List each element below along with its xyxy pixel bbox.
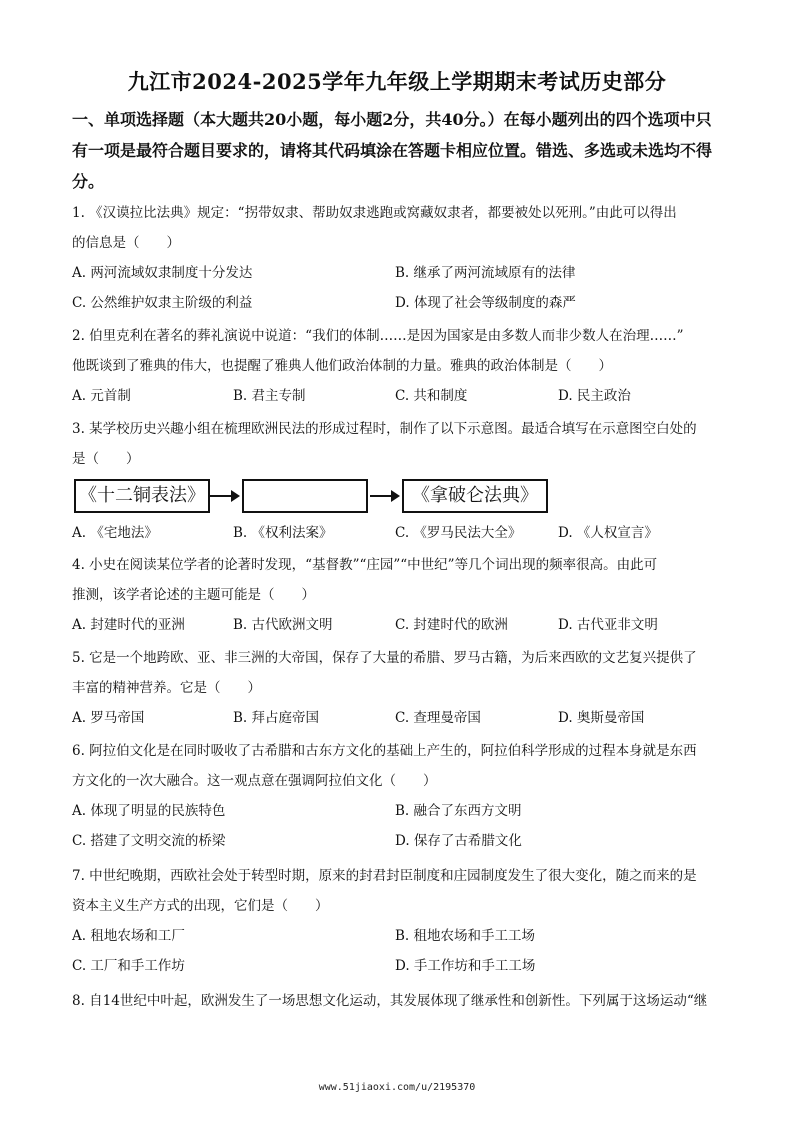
option-c[interactable]: C. 查理曼帝国: [395, 710, 481, 726]
question-4: [72, 550, 732, 640]
question-text: 4. 小史在阅读某位学者的论著时发现，“基督教”“庄园”“中世纪”等几个词出现的频率很高。由此可: [72, 557, 658, 573]
question-5: [72, 643, 732, 733]
option-d[interactable]: D. 古代亚非文明: [558, 617, 658, 633]
question-text: 7. 中世纪晚期，西欧社会处于转型时期，原来的封君封臣制度和庄园制度发生了很大变化，随之而来的是: [72, 868, 697, 884]
question-text: 1. 《汉谟拉比法典》规定：“拐带奴隶、帮助奴隶逃跑或窝藏奴隶者，都要被处以死刑。”由此可以得出: [72, 205, 677, 221]
section-line: 一、单项选择题（本大题共20小题，每小题2分，共40分。）在每小题列出的四个选项中只: [72, 110, 712, 129]
option-d[interactable]: D. 民主政治: [558, 388, 631, 404]
option-c[interactable]: C. 搭建了文明交流的桥梁: [72, 833, 226, 849]
option-b[interactable]: B. 《权利法案》: [233, 525, 333, 541]
question-text: 6. 阿拉伯文化是在同时吸收了古希腊和古东方文化的基础上产生的，阿拉伯科学形成的过程本身就是东西: [72, 743, 697, 759]
option-b[interactable]: B. 古代欧洲文明: [233, 617, 333, 633]
question-text: 的信息是（ ）: [72, 235, 180, 251]
section-line: 分。: [72, 172, 105, 191]
question-text: 3. 某学校历史兴趣小组在梳理欧洲民法的形成过程时，制作了以下示意图。最适合填写在示意图空白处的: [72, 421, 697, 437]
option-a[interactable]: A. 封建时代的亚洲: [72, 617, 185, 633]
exam-title: 九江市2024-2025学年九年级上学期期末考试历史部分: [127, 69, 667, 94]
option-d[interactable]: D. 保存了古希腊文化: [395, 833, 522, 849]
option-c[interactable]: C. 公然维护奴隶主阶级的利益: [72, 295, 253, 311]
option-d[interactable]: D. 手工作坊和手工工场: [395, 958, 536, 974]
section-header: [72, 104, 732, 197]
option-b[interactable]: B. 租地农场和手工工场: [395, 928, 536, 944]
arrow-right-icon: [210, 495, 238, 497]
option-a[interactable]: A. 体现了明显的民族特色: [72, 803, 226, 819]
question-2: [72, 321, 732, 411]
option-a[interactable]: A. 元首制: [72, 388, 131, 404]
question-text: 5. 它是一个地跨欧、亚、非三洲的大帝国，保存了大量的希腊、罗马古籍，为后来西欧的文艺复兴提供了: [72, 650, 697, 666]
option-b[interactable]: B. 融合了东西方文明: [395, 803, 522, 819]
option-a[interactable]: A. 罗马帝国: [72, 710, 145, 726]
question-3: [72, 414, 732, 474]
option-d[interactable]: D. 体现了社会等级制度的森严: [395, 295, 576, 311]
option-b[interactable]: B. 拜占庭帝国: [233, 710, 320, 726]
question-text: 是（ ）: [72, 451, 140, 467]
question-text: 方文化的一次大融合。这一观点意在强调阿拉伯文化（ ）: [72, 773, 437, 789]
option-a[interactable]: A. 《宅地法》: [72, 525, 158, 541]
question-text: 他既谈到了雅典的伟大，也提醒了雅典人他们政治体制的力量。雅典的政治体制是（ ）: [72, 358, 612, 374]
question-3-options: [72, 518, 732, 548]
option-b[interactable]: B. 继承了两河流域原有的法律: [395, 265, 576, 281]
question-6: [72, 736, 732, 856]
law-flow-diagram: [74, 479, 554, 513]
option-a[interactable]: A. 两河流域奴隶制度十分发达: [72, 265, 253, 281]
option-c[interactable]: C. 共和制度: [395, 388, 468, 404]
diagram-box-twelve-tables: 《十二铜表法》: [74, 479, 210, 513]
option-c[interactable]: C. 工厂和手工作坊: [72, 958, 185, 974]
question-7: [72, 861, 732, 981]
footer-watermark-url: www.51jiaoxi.com/u/2195370: [318, 1082, 476, 1093]
question-text: 丰富的精神营养。它是（ ）: [72, 680, 261, 696]
option-c[interactable]: C. 封建时代的欧洲: [395, 617, 508, 633]
question-8: [72, 986, 732, 1016]
option-d[interactable]: D. 奥斯曼帝国: [558, 710, 645, 726]
question-text: 资本主义生产方式的出现，它们是（ ）: [72, 898, 329, 914]
option-c[interactable]: C. 《罗马民法大全》: [395, 525, 522, 541]
section-line: 有一项是最符合题目要求的，请将其代码填涂在答题卡相应位置。错选、多选或未选均不得: [72, 141, 713, 160]
option-d[interactable]: D. 《人权宣言》: [558, 525, 658, 541]
diagram-box-blank: [242, 479, 368, 513]
question-text: 2. 伯里克利在著名的葬礼演说中说道：“我们的体制……是因为国家是由多数人而非少数人在治理……”: [72, 328, 684, 344]
question-text: 推测，该学者论述的主题可能是（ ）: [72, 587, 315, 603]
option-a[interactable]: A. 租地农场和工厂: [72, 928, 185, 944]
option-b[interactable]: B. 君主专制: [233, 388, 306, 404]
question-1: [72, 198, 732, 318]
question-text: 8. 自14世纪中叶起，欧洲发生了一场思想文化运动，其发展体现了继承性和创新性。下列属于这场运动“继: [72, 993, 708, 1009]
arrow-right-icon: [370, 495, 398, 497]
diagram-box-napoleonic-code: 《拿破仑法典》: [402, 479, 548, 513]
